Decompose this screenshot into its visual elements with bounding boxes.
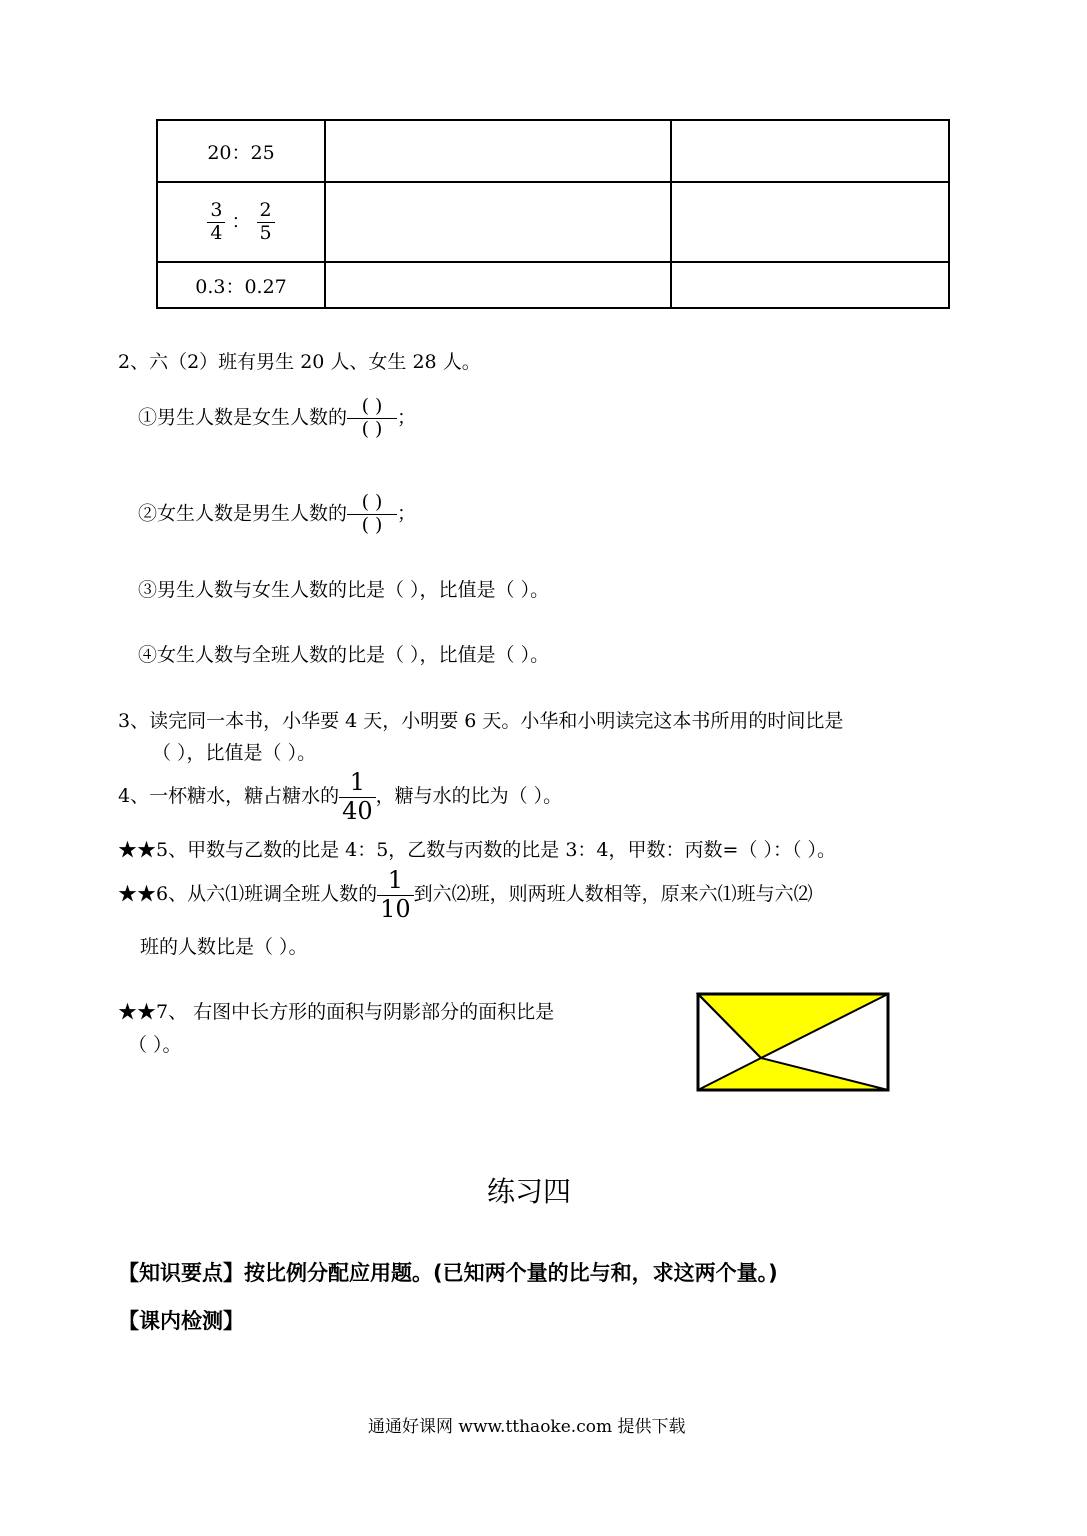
fraction-denominator: 40 xyxy=(342,796,373,825)
fraction-numerator: 2 xyxy=(257,200,275,223)
footer-text: 通通好课网 www.tthaoke.com 提供下载 xyxy=(368,1417,686,1437)
question-text: ★★6、从六⑴班调全班人数的 xyxy=(118,883,378,906)
fraction xyxy=(377,867,414,923)
fraction-denominator: 10 xyxy=(380,894,411,923)
in-class-check: 【课内检测】 xyxy=(118,1309,244,1333)
question-2-item-3: ③男生人数与女生人数的比是（ ），比值是（ ）。 xyxy=(138,579,550,601)
question-7-line-1: ★★7、 右图中长方形的面积与阴影部分的面积比是 xyxy=(118,1001,555,1023)
table-cell-empty xyxy=(671,182,949,262)
table-cell-empty xyxy=(325,262,671,308)
table-cell-empty xyxy=(325,182,671,262)
fraction-numerator: 1 xyxy=(377,867,414,896)
table-cell-ratio: 0.3：0.27 xyxy=(157,262,325,308)
question-6-line-2: 班的人数比是（ ）。 xyxy=(140,936,308,958)
fraction-denominator-blank: ( ) xyxy=(361,417,383,440)
fraction xyxy=(339,769,376,825)
table-row xyxy=(157,120,949,182)
item-text: ②女生人数是男生人数的 xyxy=(138,502,348,525)
table-row xyxy=(157,182,949,262)
ratio-separator: ： xyxy=(231,210,251,232)
table-cell-empty xyxy=(671,262,949,308)
table-cell-empty xyxy=(325,120,671,182)
knowledge-points: 【知识要点】按比例分配应用题。(已知两个量的比与和，求这两个量。) xyxy=(118,1261,778,1285)
table-cell-ratio xyxy=(157,182,325,262)
question-3-line-1: 3、读完同一本书，小华要 4 天，小明要 6 天。小华和小明读完这本书所用的时间比是 xyxy=(118,710,844,732)
fraction-numerator: 1 xyxy=(339,769,376,798)
fraction-numerator-blank: ( ) xyxy=(347,396,397,419)
question-2-title: 2、六（2）班有男生 20 人、女生 28 人。 xyxy=(118,351,481,373)
table-row xyxy=(157,262,949,308)
question-4 xyxy=(118,769,562,825)
ratio-table xyxy=(156,119,950,309)
fraction-denominator-blank: ( ) xyxy=(361,513,383,536)
fraction xyxy=(257,200,275,245)
question-2-item-2 xyxy=(138,492,416,537)
fraction-denominator: 4 xyxy=(210,221,223,244)
item-text: ①男生人数是女生人数的 xyxy=(138,406,348,429)
table-cell-ratio: 20：25 xyxy=(157,120,325,182)
question-2-item-1 xyxy=(138,396,416,441)
fraction-numerator: 3 xyxy=(207,200,225,223)
rectangle-figure xyxy=(690,986,900,1098)
table-cell-empty xyxy=(671,120,949,182)
section-title: 练习四 xyxy=(487,1175,572,1208)
question-3-line-2: （ ），比值是（ ）。 xyxy=(152,742,317,764)
question-2-item-4: ④女生人数与全班人数的比是（ ），比值是（ ）。 xyxy=(138,644,550,666)
item-tail: ； xyxy=(397,406,417,429)
question-6-line-1 xyxy=(118,867,813,923)
question-7-line-2: （ ）。 xyxy=(128,1034,182,1056)
fraction-blank xyxy=(347,492,397,537)
fraction-blank xyxy=(347,396,397,441)
fraction xyxy=(207,200,225,245)
fraction-denominator: 5 xyxy=(259,221,272,244)
question-text: ，糖与水的比为（ ）。 xyxy=(375,785,563,808)
fraction-numerator-blank: ( ) xyxy=(347,492,397,515)
item-tail: ； xyxy=(397,502,417,525)
question-text: 4、一杯糖水，糖占糖水的 xyxy=(118,785,340,808)
shaded-triangle-top xyxy=(698,994,888,1058)
shaded-triangle-bottom xyxy=(698,1058,888,1090)
question-text: 到六⑵班，则两班人数相等，原来六⑴班与六⑵ xyxy=(413,883,813,906)
question-5: ★★5、甲数与乙数的比是 4：5，乙数与丙数的比是 3：4，甲数：丙数=（ ）：（ ）。 xyxy=(118,839,837,861)
